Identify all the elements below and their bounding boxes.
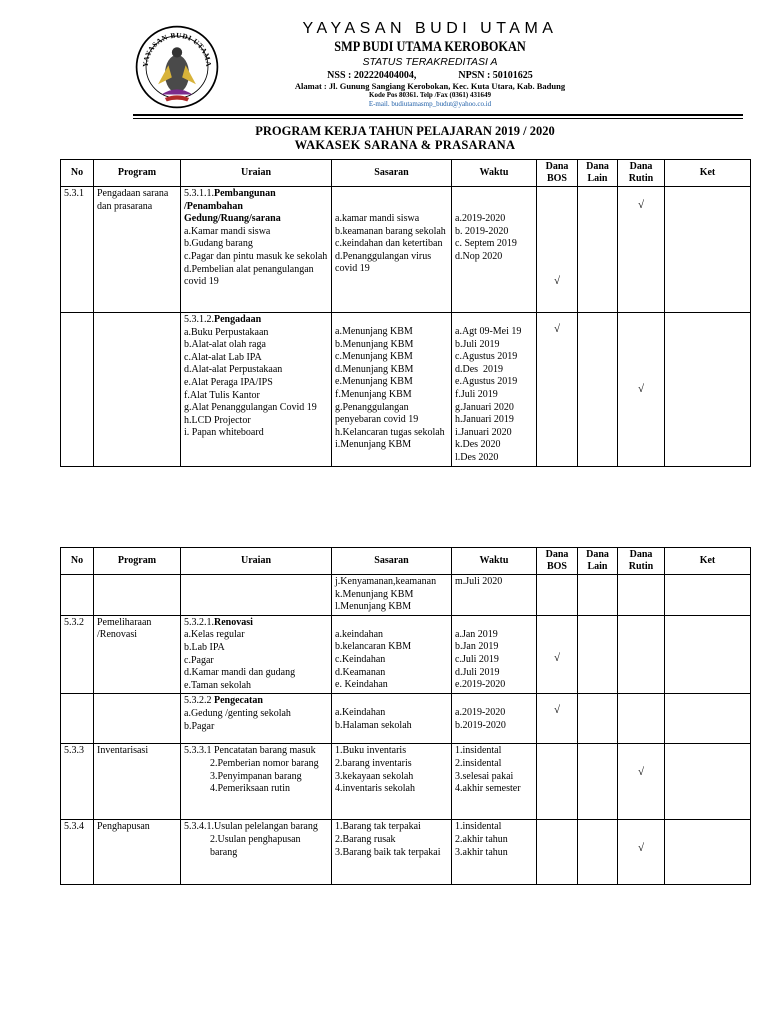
list-item: 3.Barang baik tak terpakai bbox=[335, 846, 441, 858]
uraian-heading: Pembangunan /Penambahan Gedung/Ruang/sarana bbox=[184, 188, 281, 225]
list-item: 2.Usulan penghapusan barang bbox=[210, 833, 304, 858]
list-item: g.Penanggulangan penyebaran covid 19 bbox=[335, 401, 419, 426]
row-program: Pengadaan sarana dan prasarana bbox=[94, 187, 181, 313]
row-number: 5.3.4 bbox=[61, 820, 94, 885]
dana-bos-check: √ bbox=[537, 313, 578, 467]
col-header-waktu: Waktu bbox=[452, 160, 537, 187]
col-header-uraian: Uraian bbox=[181, 548, 332, 575]
list-item: e.Agustus 2019 bbox=[455, 376, 518, 388]
col-header-ket: Ket bbox=[665, 160, 751, 187]
list-item: f.Alat Tulis Kantor bbox=[184, 389, 260, 401]
list-item: a.Menunjang KBM bbox=[335, 326, 413, 337]
col-header-dana-rutin: Dana Rutin bbox=[618, 548, 665, 575]
row-uraian bbox=[181, 744, 332, 820]
row-uraian bbox=[181, 820, 332, 885]
row-sasaran bbox=[332, 313, 452, 467]
list-item: b.kelancaran KBM bbox=[335, 641, 412, 653]
postal-phone: Kode Pos 80361. Telp /Fax (0361) 431649 bbox=[369, 91, 491, 99]
dana-lain-cell bbox=[578, 820, 618, 885]
row-number: 5.3.1 bbox=[61, 187, 94, 313]
list-item: 2.insidental bbox=[455, 757, 502, 769]
list-item: a.kamar mandi siswa bbox=[335, 213, 420, 224]
list-item: a.2019-2020 bbox=[455, 707, 506, 719]
list-item: h.LCD Projector bbox=[184, 414, 251, 426]
list-item: j.Kenyamanan,keamanan bbox=[335, 576, 437, 587]
list-item: b. 2019-2020 bbox=[455, 225, 509, 237]
list-item: f.Menunjang KBM bbox=[335, 388, 412, 400]
col-header-program: Program bbox=[94, 548, 181, 575]
dana-bos-check: √ bbox=[537, 187, 578, 313]
row-number bbox=[61, 694, 94, 744]
list-item: b.Alat-alat olah raga bbox=[184, 339, 266, 351]
list-item: 5.3.3.1 Pencatatan barang masuk bbox=[184, 745, 316, 757]
list-item: d.Juli 2019 bbox=[455, 666, 500, 678]
table-row bbox=[61, 313, 751, 467]
list-item: b.keamanan barang sekolah bbox=[335, 225, 446, 237]
dana-rutin-cell bbox=[618, 694, 665, 744]
list-item: 3.akhir tahun bbox=[455, 846, 508, 858]
col-header-uraian: Uraian bbox=[181, 160, 332, 187]
dana-lain-cell bbox=[578, 744, 618, 820]
list-item: 3.selesai pakai bbox=[455, 770, 514, 782]
list-item: 1.insidental bbox=[455, 745, 502, 757]
row-number bbox=[61, 575, 94, 616]
table-row bbox=[61, 187, 751, 313]
list-item: e.Taman sekolah bbox=[184, 679, 252, 691]
list-item: d.Alat-alat Perpustakaan bbox=[184, 364, 283, 376]
list-item: 1.Buku inventaris bbox=[335, 745, 407, 757]
list-item: e.Menunjang KBM bbox=[335, 376, 413, 388]
list-item: a.Kelas regular bbox=[184, 629, 245, 641]
row-number: 5.3.2 bbox=[61, 615, 94, 694]
dana-rutin-cell bbox=[618, 615, 665, 694]
row-program: Pemeliharaan /Renovasi bbox=[94, 615, 181, 694]
list-item: c.Menunjang KBM bbox=[335, 351, 413, 363]
row-program bbox=[94, 694, 181, 744]
school-logo-icon bbox=[134, 24, 220, 110]
row-waktu bbox=[452, 744, 537, 820]
row-sasaran bbox=[332, 744, 452, 820]
accreditation-status: STATUS TERAKREDITASI A bbox=[362, 56, 498, 68]
list-item: e.2019-2020 bbox=[455, 679, 506, 691]
school-ids bbox=[230, 71, 630, 81]
row-program bbox=[94, 313, 181, 467]
row-number bbox=[61, 313, 94, 467]
table-row bbox=[61, 615, 751, 694]
list-item: b.Juli 2019 bbox=[455, 338, 500, 350]
list-item: c.Keindahan bbox=[335, 653, 386, 665]
list-item: 3.Penyimpanan barang bbox=[210, 770, 302, 782]
list-item: a.Buku Perpustakaan bbox=[184, 326, 269, 338]
list-item: l.Des 2020 bbox=[455, 451, 499, 463]
dana-bos-cell bbox=[537, 744, 578, 820]
program-table-1 bbox=[60, 159, 751, 467]
row-program bbox=[94, 575, 181, 616]
list-item: b.Jan 2019 bbox=[455, 641, 499, 653]
list-item: 1.insidental bbox=[455, 821, 502, 833]
row-uraian bbox=[181, 575, 332, 616]
list-item: i.Menunjang KBM bbox=[335, 439, 412, 451]
list-item: a.Kamar mandi siswa bbox=[184, 225, 271, 237]
uraian-number: 5.3.1.1. bbox=[184, 188, 214, 199]
list-item: c.keindahan dan ketertiban bbox=[335, 238, 443, 250]
list-item: f.Juli 2019 bbox=[455, 388, 498, 400]
list-item: b.Gudang barang bbox=[184, 238, 253, 250]
uraian-number: 5.3.1.2. bbox=[184, 314, 214, 325]
list-item: c.Agustus 2019 bbox=[455, 351, 518, 363]
uraian-number: 5.3.2.2 bbox=[184, 695, 214, 707]
col-header-dana-lain: Dana Lain bbox=[578, 160, 618, 187]
list-item: 3.kekayaan sekolah bbox=[335, 770, 414, 782]
col-header-no: No bbox=[61, 160, 94, 187]
list-item: k.Menunjang KBM bbox=[335, 588, 414, 600]
list-item: c.Pagar dan pintu masuk ke sekolah bbox=[184, 250, 328, 262]
list-item: d.Keamanan bbox=[335, 666, 386, 678]
list-item: 2.Barang rusak bbox=[335, 833, 396, 845]
list-item: i. Papan whiteboard bbox=[184, 427, 264, 439]
list-item: c.Juli 2019 bbox=[455, 653, 499, 665]
dana-bos-cell bbox=[537, 575, 578, 616]
list-item: i.Januari 2020 bbox=[455, 426, 512, 438]
row-sasaran bbox=[332, 187, 452, 313]
document-subtitle: WAKASEK SARANA & PRASARANA bbox=[294, 138, 516, 152]
ket-cell bbox=[665, 575, 751, 616]
list-item: g.Alat Penanggulangan Covid 19 bbox=[184, 402, 317, 414]
list-item: e. Keindahan bbox=[335, 679, 388, 691]
email-link[interactable]: E-mail. budiutamasmp_budut@yahoo.co.id bbox=[368, 100, 492, 108]
list-item: 1.Barang tak terpakai bbox=[335, 821, 421, 833]
list-item: h.Januari 2019 bbox=[455, 414, 514, 426]
row-sasaran bbox=[332, 694, 452, 744]
list-item: b.Halaman sekolah bbox=[335, 719, 412, 731]
list-item: b.Menunjang KBM bbox=[335, 338, 414, 350]
ket-cell bbox=[665, 187, 751, 313]
table-row bbox=[61, 820, 751, 885]
logo-lettering: YAYASAN BUDI UTAMA bbox=[140, 30, 214, 68]
col-header-ket: Ket bbox=[665, 548, 751, 575]
dana-bos-check: √ bbox=[537, 694, 578, 744]
program-table-2 bbox=[60, 547, 751, 885]
list-item: 4.inventaris sekolah bbox=[335, 783, 415, 795]
list-item: k.Des 2020 bbox=[455, 439, 501, 451]
dana-rutin-check: √ bbox=[618, 313, 665, 467]
row-waktu bbox=[452, 313, 537, 467]
row-waktu bbox=[452, 820, 537, 885]
dana-bos-check: √ bbox=[537, 615, 578, 694]
list-item: g.Januari 2020 bbox=[455, 401, 514, 413]
list-item: c. Septem 2019 bbox=[455, 238, 517, 250]
ket-cell bbox=[665, 313, 751, 467]
dana-lain-cell bbox=[578, 313, 618, 467]
col-header-dana-rutin: Dana Rutin bbox=[618, 160, 665, 187]
col-header-dana-bos: Dana BOS bbox=[537, 160, 578, 187]
nss-number: NSS : 202220404004, bbox=[327, 70, 417, 81]
list-item: c.Pagar bbox=[184, 654, 214, 666]
col-header-waktu: Waktu bbox=[452, 548, 537, 575]
list-item: d.Pembelian alat penangulangan covid 19 bbox=[184, 263, 317, 288]
row-program: Inventarisasi bbox=[94, 744, 181, 820]
dana-rutin-check: √ bbox=[618, 744, 665, 820]
list-item: a.2019-2020 bbox=[455, 213, 506, 224]
ket-cell bbox=[665, 820, 751, 885]
row-uraian bbox=[181, 313, 332, 467]
header-divider bbox=[133, 114, 743, 116]
dana-rutin-check: √ bbox=[618, 187, 665, 313]
uraian-number: 5.3.2.1. bbox=[184, 616, 214, 628]
list-item: d.Kamar mandi dan gudang bbox=[184, 667, 296, 679]
table-row bbox=[61, 744, 751, 820]
list-item: a.Keindahan bbox=[335, 707, 386, 719]
list-item: l.Menunjang KBM bbox=[335, 601, 412, 613]
list-item: 2.akhir tahun bbox=[455, 833, 508, 845]
list-item: 2.Pemberian nomor barang bbox=[210, 757, 319, 769]
col-header-sasaran: Sasaran bbox=[332, 160, 452, 187]
table-header-row bbox=[61, 548, 751, 575]
header-divider-thin bbox=[133, 118, 743, 119]
row-waktu: m.Juli 2020 bbox=[452, 575, 537, 616]
col-header-no: No bbox=[61, 548, 94, 575]
row-waktu bbox=[452, 615, 537, 694]
row-uraian bbox=[181, 694, 332, 744]
row-waktu bbox=[452, 694, 537, 744]
dana-lain-cell bbox=[578, 615, 618, 694]
row-number: 5.3.3 bbox=[61, 744, 94, 820]
table-row bbox=[61, 575, 751, 616]
list-item: d.Penanggulangan virus covid 19 bbox=[335, 250, 434, 275]
npsn-number: NPSN : 50101625 bbox=[458, 70, 533, 81]
list-item: a.Agt 09-Mei 19 bbox=[455, 326, 522, 337]
list-item: b.Lab IPA bbox=[184, 641, 225, 653]
list-item: b.Pagar bbox=[184, 720, 215, 732]
list-item: 5.3.4.1.Usulan pelelangan barang bbox=[184, 821, 318, 833]
dana-rutin-cell bbox=[618, 575, 665, 616]
table-header-row bbox=[61, 160, 751, 187]
ket-cell bbox=[665, 694, 751, 744]
list-item: e.Alat Peraga IPA/IPS bbox=[184, 376, 273, 388]
ket-cell bbox=[665, 615, 751, 694]
uraian-heading: Renovasi bbox=[214, 616, 253, 628]
document-title: PROGRAM KERJA TAHUN PELAJARAN 2019 / 2020 bbox=[255, 124, 555, 138]
col-header-program: Program bbox=[94, 160, 181, 187]
school-name: SMP BUDI UTAMA KEROBOKAN bbox=[334, 39, 526, 55]
row-waktu bbox=[452, 187, 537, 313]
list-item: 4.akhir semester bbox=[455, 783, 521, 795]
list-item: 2.barang inventaris bbox=[335, 757, 412, 769]
list-item: a.keindahan bbox=[335, 628, 384, 640]
list-item: c.Alat-alat Lab IPA bbox=[184, 351, 262, 363]
list-item: h.Kelancaran tugas sekolah bbox=[335, 426, 445, 438]
list-item: 4.Pemeriksaan rutin bbox=[210, 783, 290, 795]
dana-lain-cell bbox=[578, 694, 618, 744]
col-header-dana-lain: Dana Lain bbox=[578, 548, 618, 575]
dana-bos-cell bbox=[537, 820, 578, 885]
list-item: d.Des 2019 bbox=[455, 363, 504, 375]
list-item: d.Menunjang KBM bbox=[335, 363, 414, 375]
school-address: Alamat : Jl. Gunung Sangiang Kerobokan, Kec. Kuta Utara, Kab. Badung bbox=[294, 81, 566, 91]
row-program: Penghapusan bbox=[94, 820, 181, 885]
ket-cell bbox=[665, 744, 751, 820]
uraian-heading: Pengadaan bbox=[214, 314, 262, 325]
foundation-name: YAYASAN BUDI UTAMA bbox=[302, 20, 558, 37]
list-item: b.2019-2020 bbox=[455, 719, 506, 731]
list-item: a.Jan 2019 bbox=[455, 628, 498, 640]
row-sasaran bbox=[332, 615, 452, 694]
table-row bbox=[61, 694, 751, 744]
uraian-heading: Pengecatan bbox=[214, 695, 263, 707]
list-item: d.Nop 2020 bbox=[455, 250, 503, 262]
row-sasaran bbox=[332, 575, 452, 616]
list-item: a.Gedung /genting sekolah bbox=[184, 707, 291, 719]
row-uraian bbox=[181, 187, 332, 313]
row-sasaran bbox=[332, 820, 452, 885]
col-header-dana-bos: Dana BOS bbox=[537, 548, 578, 575]
row-uraian bbox=[181, 615, 332, 694]
dana-rutin-check: √ bbox=[618, 820, 665, 885]
dana-lain-cell bbox=[578, 187, 618, 313]
dana-lain-cell bbox=[578, 575, 618, 616]
col-header-sasaran: Sasaran bbox=[332, 548, 452, 575]
